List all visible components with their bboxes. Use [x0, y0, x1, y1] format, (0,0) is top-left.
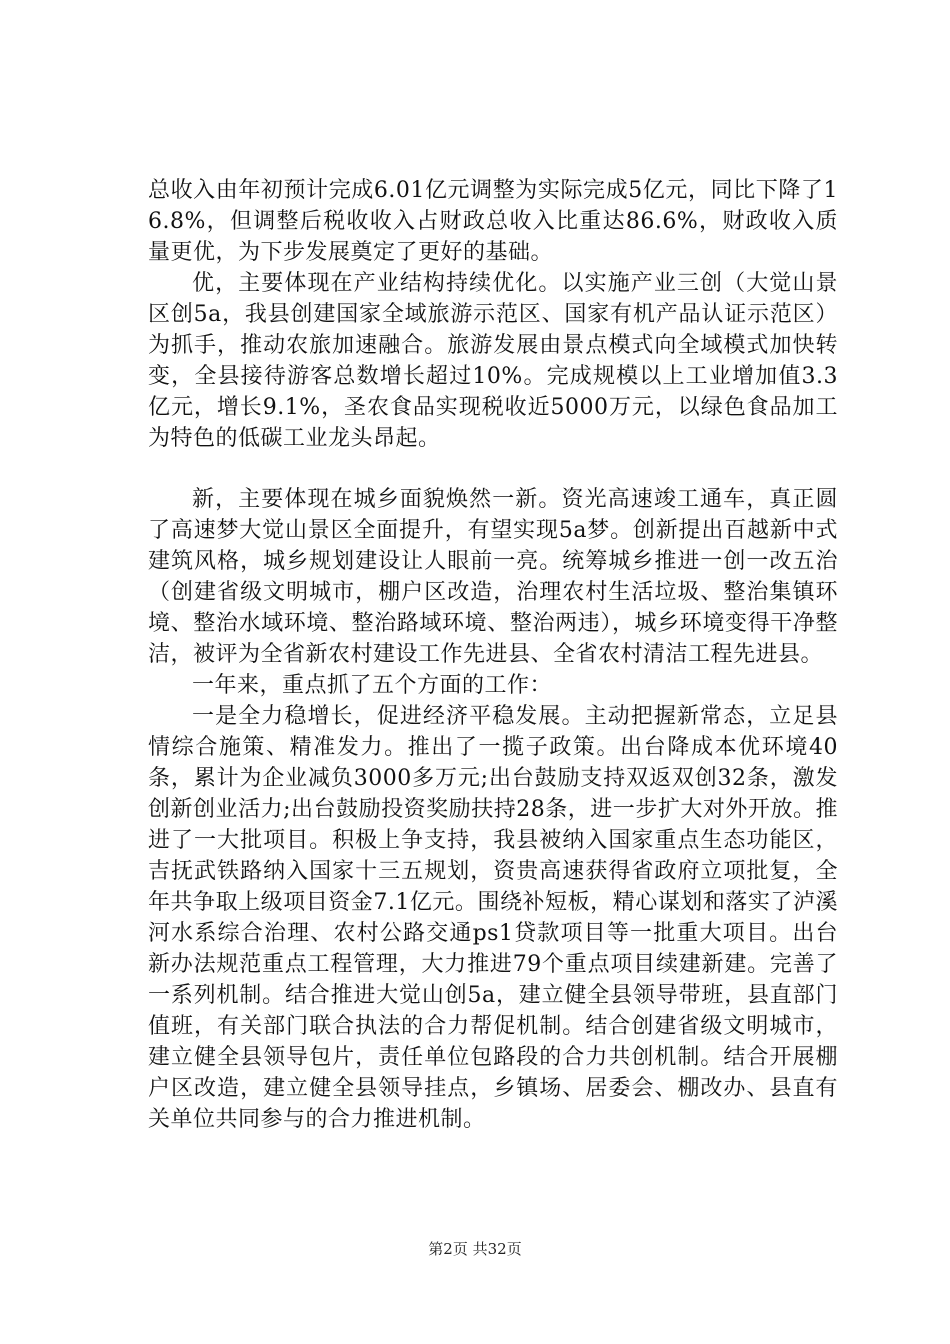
paragraph-five-aspects-intro: 一年来，重点抓了五个方面的工作：: [192, 673, 553, 698]
paragraph-stable-growth: 一是全力稳增长，促进经济平稳发展。主动把握新常态，立足县情综合施策、精准发力。推出了一揽子政策。出台降成本优环境40条，累计为企业减负3000多万元;出台鼓励支持双返双创32条，激发创新创业活力;出台鼓励投资奖励扶持28条，进一步扩大对外开放。推进了一大批项目。积极上争支持，我县被纳入国家重点生态功能区，吉抚武铁路纳入国家十三五规划，资贵高速获得省政府立项批复，全年共争取上级项目资金7.1亿元。围绕补短板，精心谋划和落实了泸溪河水系综合治理、农村公路交通ps1贷款项目等一批重大项目。出台新办法规范重点工程管理，大力推进79个重点项目续建新建。完善了一系列机制。结合推进大觉山创5a，建立健全县领导带班，县直部门值班，有关部门联合执法的合力帮促机制。结合创建省级文明城市，建立健全县领导包片，责任单位包路段的合力共创机制。结合开展棚户区改造，建立健全县领导挂点，乡镇场、居委会、棚改办、县直有关单位共同参与的合力推进机制。: [148, 704, 838, 1132]
paragraph-industry-optimization: 优，主要体现在产业结构持续优化。以实施产业三创（大觉山景区创5a，我县创建国家全域旅游示范区、国家有机产品认证示范区）为抓手，推动农旅加速融合。旅游发展由景点模式向全域模式加快转变，全县接待游客总数增长超过10%。完成规模以上工业增加值3.3亿元，增长9.1%，圣农食品实现税收近5000万元，以绿色食品加工为特色的低碳工业龙头昂起。: [148, 271, 838, 451]
paragraph-revenue: 总收入由年初预计完成6.01亿元调整为实际完成5亿元，同比下降了16.8%，但调整后税收收入占财政总收入比重达86.6%，财政收入质量更优，为下步发展奠定了更好的基础。: [148, 178, 838, 265]
document-body: [148, 175, 838, 1135]
paragraph-urban-rural-renewal: 新，主要体现在城乡面貌焕然一新。资光高速竣工通车，真正圆了高速梦大觉山景区全面提升，有望实现5a梦。创新提出百越新中式建筑风格，城乡规划建设让人眼前一亮。统筹城乡推进一创一改五治（创建省级文明城市，棚户区改造，治理农村生活垃圾、整治集镇环境、整治水域环境、整治路域环境、整治两违），城乡环境变得干净整洁，被评为全省新农村建设工作先进县、全省农村清洁工程先进县。: [148, 487, 838, 667]
page-number-footer: 第2页 共32页: [428, 1240, 522, 1258]
paragraph-spacer: [148, 454, 838, 484]
